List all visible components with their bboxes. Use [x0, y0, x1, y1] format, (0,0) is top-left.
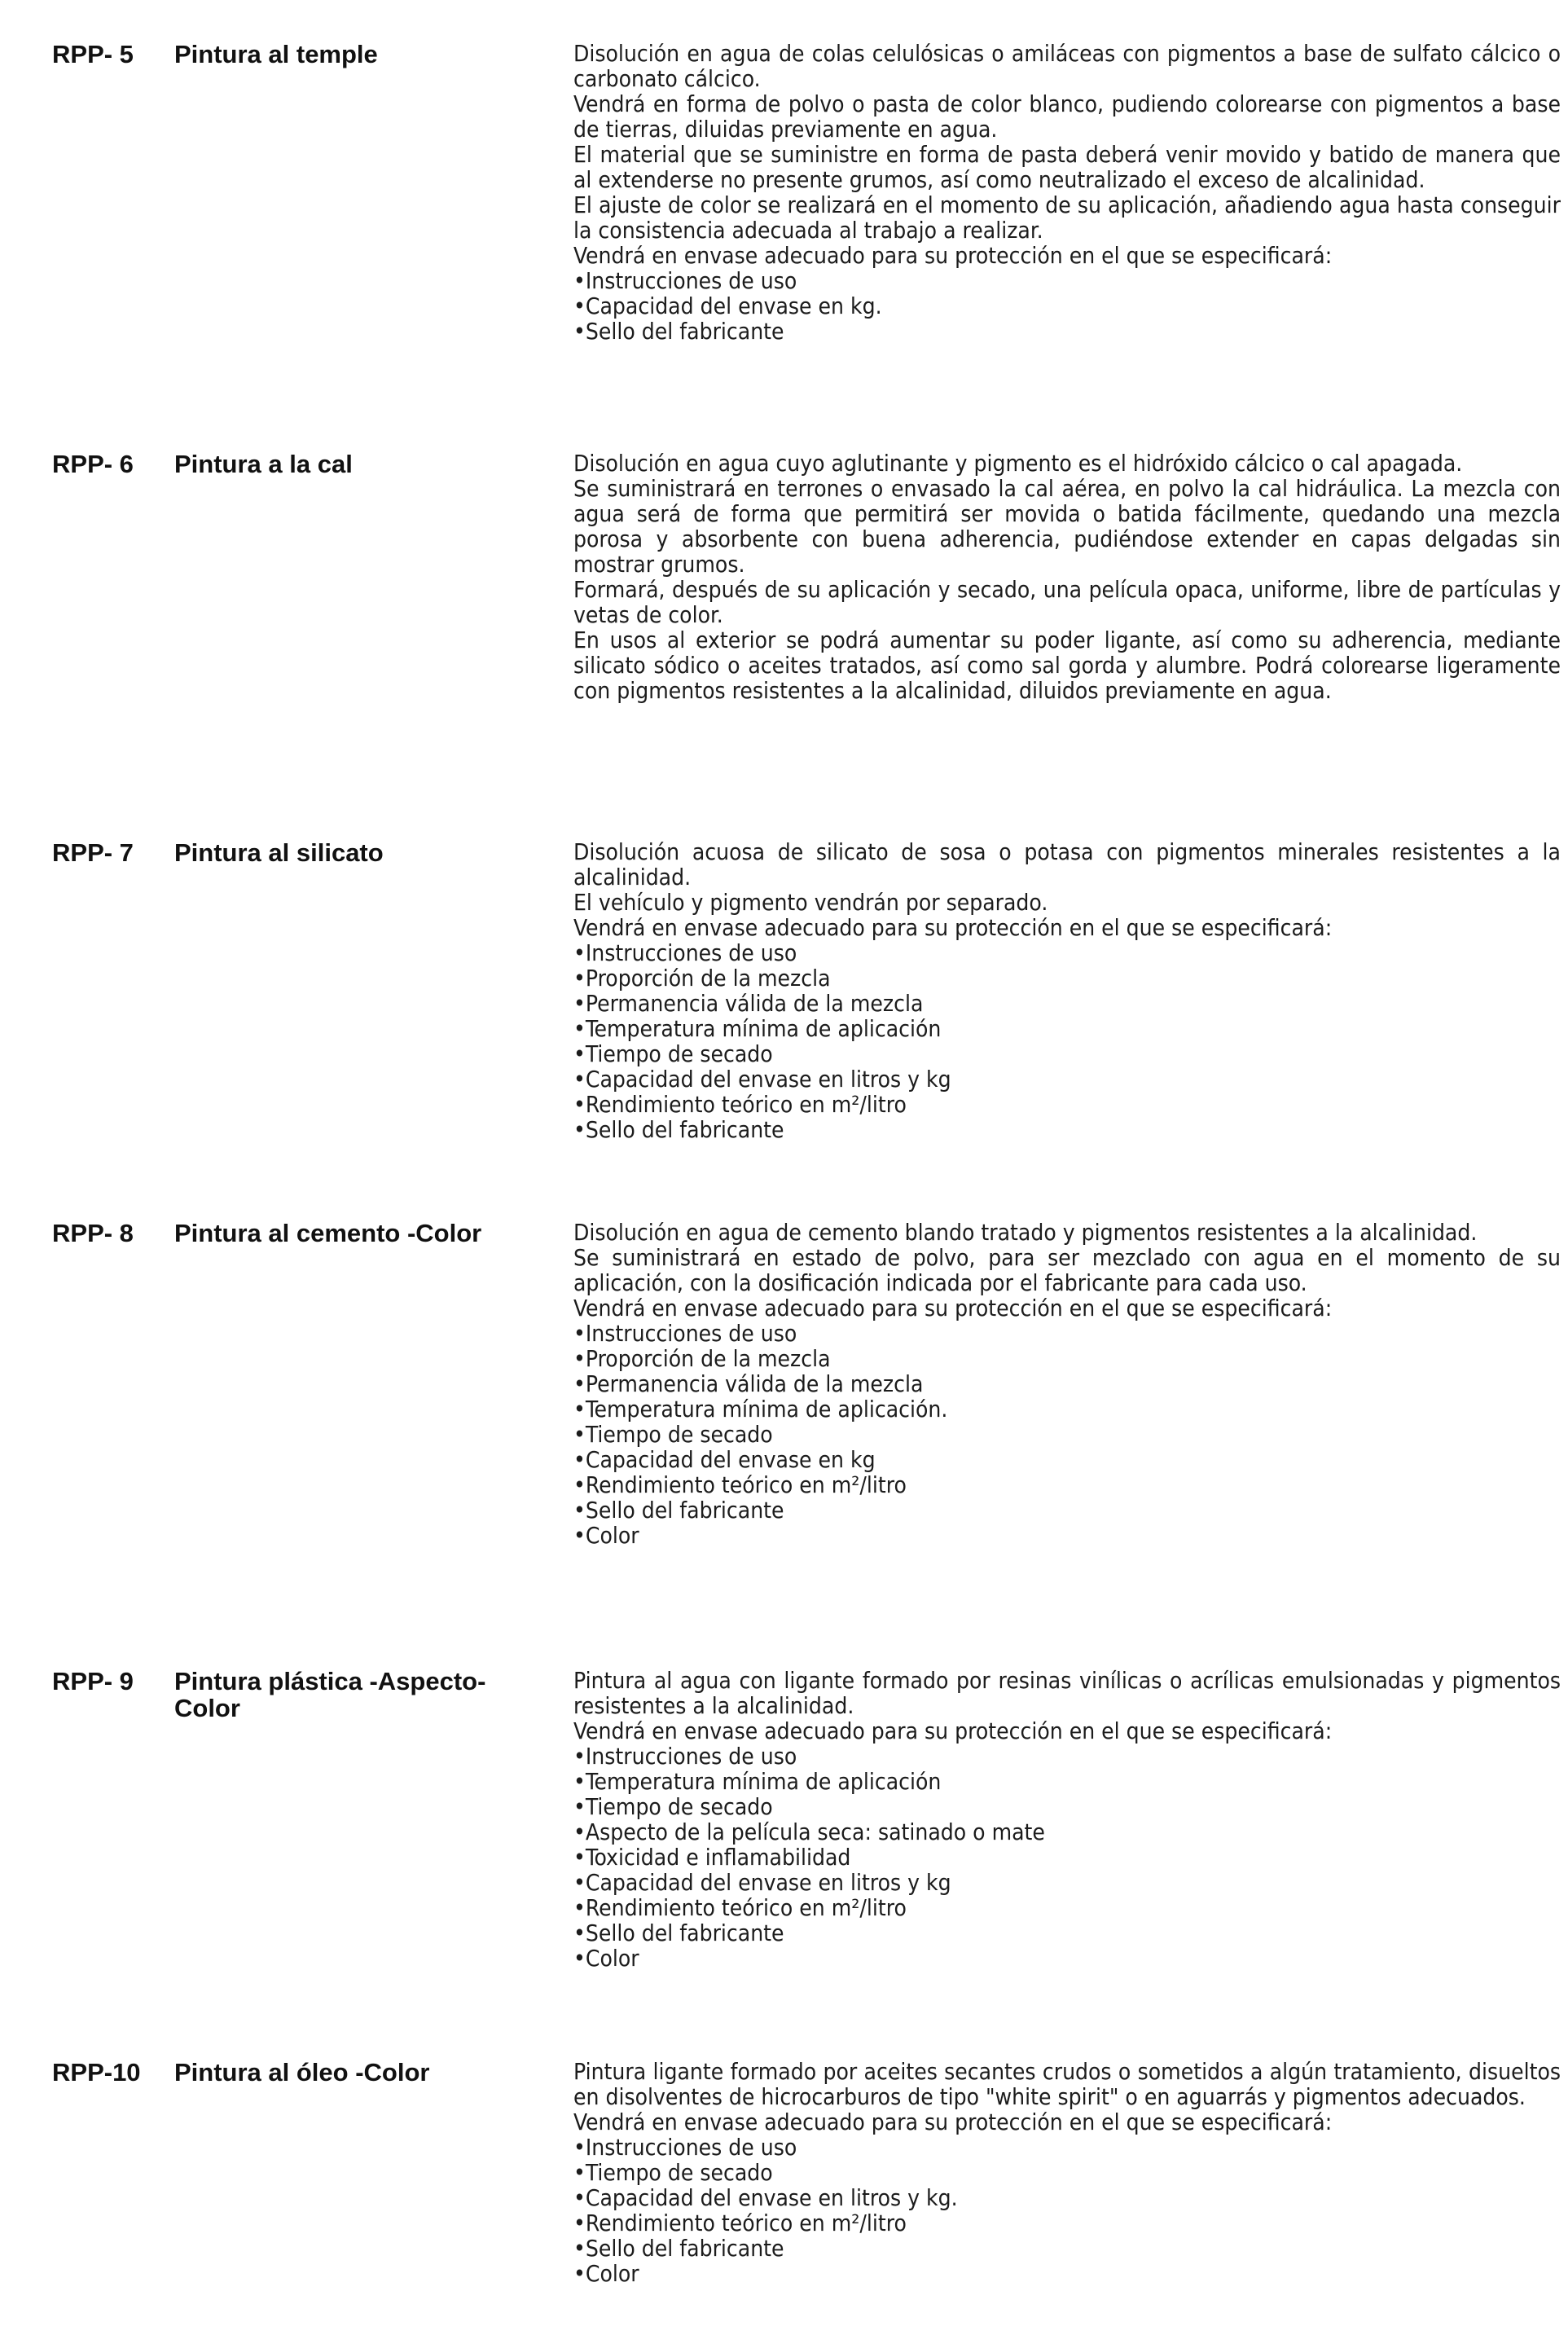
spec-item: • Sello del fabricante	[573, 319, 1561, 344]
spec-item: • Color	[573, 1523, 1561, 1548]
spec-item: • Sello del fabricante	[573, 1497, 1561, 1523]
description-paragraph: Pintura ligante formado por aceites secantes crudos o sometidos a algún tratamiento, disueltos en disolventes de hicrocarburos de tipo "white spirit" o en aguarrás y pigmentos adecuados.	[573, 2058, 1561, 2110]
spec-item: • Capacidad del envase en kg	[573, 1447, 1561, 1472]
spec-list	[573, 940, 1561, 1142]
description-paragraph: Disolución en agua de cemento blando tratado y pigmentos resistentes a la alcalinidad.	[573, 1219, 1478, 1246]
spec-item: • Sello del fabricante	[573, 1920, 1561, 1946]
entry-title: Pintura al cemento -Color	[174, 1219, 482, 1247]
entry-description	[573, 1668, 1561, 1971]
spec-list	[573, 1744, 1561, 1971]
entry-code: RPP- 9	[52, 1667, 134, 1695]
entry-description	[573, 1220, 1561, 1548]
description-paragraph: Pintura al agua con ligante formado por resinas vinílicas o acrílicas emulsionadas y pigmentos resistentes a la alcalinidad.	[573, 1667, 1561, 1719]
spec-item: • Capacidad del envase en litros y kg.	[573, 2185, 1561, 2210]
entry-description	[573, 2059, 1561, 2286]
spec-item: • Capacidad del envase en kg.	[573, 293, 1561, 319]
spec-item: • Proporción de la mezcla	[573, 1346, 1561, 1371]
entry-code: RPP- 7	[52, 838, 134, 867]
description-paragraph: Disolución en agua cuyo aglutinante y pigmento es el hidróxido cálcico o cal apagada.	[573, 450, 1463, 477]
spec-item: • Toxicidad e inflamabilidad	[573, 1845, 1561, 1870]
spec-list	[573, 268, 1561, 344]
description-paragraph: Vendrá en envase adecuado para su protección en el que se especificará:	[573, 1717, 1333, 1744]
description-paragraph: Disolución en agua de colas celulósicas o amiláceas con pigmentos a base de sulfato cálcico o carbonato cálcico.	[573, 40, 1561, 92]
entry-code: RPP- 8	[52, 1219, 134, 1247]
entry-heading	[52, 1220, 557, 1247]
spec-item: • Capacidad del envase en litros y kg	[573, 1870, 1561, 1895]
spec-item: • Tiempo de secado	[573, 2160, 1561, 2185]
entry-title: Pintura a la cal	[174, 450, 353, 478]
description-paragraph: Vendrá en forma de polvo o pasta de color blanco, pudiendo colorearse con pigmentos a base de tierras, diluidas previamente en agua.	[573, 90, 1561, 143]
entry-title: Pintura plástica -Aspecto-Color	[174, 1667, 486, 1722]
description-paragraph: El ajuste de color se realizará en el momento de su aplicación, añadiendo agua hasta conseguir la consistencia adecuada al trabajo a realizar.	[573, 191, 1561, 244]
description-paragraph: Disolución acuosa de silicato de sosa o potasa con pigmentos minerales resistentes a la alcalinidad.	[573, 838, 1561, 890]
spec-item: • Rendimiento teórico en m²/litro	[573, 1895, 1561, 1920]
spec-item: • Instrucciones de uso	[573, 940, 1561, 965]
spec-item: • Instrucciones de uso	[573, 268, 1561, 293]
spec-item: • Instrucciones de uso	[573, 2135, 1561, 2160]
spec-item: • Tiempo de secado	[573, 1041, 1561, 1066]
spec-item: • Temperatura mínima de aplicación	[573, 1769, 1561, 1794]
description-paragraph: Vendrá en envase adecuado para su protección en el que se especificará:	[573, 1295, 1333, 1321]
spec-item: • Rendimiento teórico en m²/litro	[573, 1092, 1561, 1117]
spec-item: • Permanencia válida de la mezcla	[573, 991, 1561, 1016]
description-paragraph: Formará, después de su aplicación y secado, una película opaca, uniforme, libre de partículas y vetas de color.	[573, 576, 1561, 628]
spec-list	[573, 2135, 1561, 2286]
entry-heading	[52, 839, 557, 866]
spec-item: • Rendimiento teórico en m²/litro	[573, 2210, 1561, 2236]
entry-heading	[52, 41, 557, 68]
description-paragraph: Vendrá en envase adecuado para su protección en el que se especificará:	[573, 2109, 1333, 2135]
description-paragraph: En usos al exterior se podrá aumentar su poder ligante, así como su adherencia, mediante silicato sódico o aceites tratados, así como sal gorda y alumbre. Podrá colorearse ligeramente con pigmentos resistentes a la alcalinidad, diluidos previamente en agua.	[573, 627, 1561, 704]
entry-description	[573, 839, 1561, 1142]
spec-item: • Capacidad del envase en litros y kg	[573, 1066, 1561, 1092]
entry-title: Pintura al silicato	[174, 838, 384, 867]
entry-code: RPP- 6	[52, 450, 134, 478]
entry-description	[573, 41, 1561, 344]
entry-title: Pintura al temple	[174, 40, 378, 68]
spec-item: • Temperatura mínima de aplicación.	[573, 1396, 1561, 1422]
spec-item: • Color	[573, 1946, 1561, 1971]
spec-item: • Tiempo de secado	[573, 1422, 1561, 1447]
entry-code: RPP- 5	[52, 40, 134, 68]
spec-item: • Proporción de la mezcla	[573, 965, 1561, 991]
spec-item: • Aspecto de la película seca: satinado o mate	[573, 1819, 1561, 1845]
spec-item: • Permanencia válida de la mezcla	[573, 1371, 1561, 1396]
entry-description	[573, 451, 1561, 703]
entry-heading	[52, 451, 557, 477]
spec-item: • Color	[573, 2261, 1561, 2286]
spec-item: • Tiempo de secado	[573, 1794, 1561, 1819]
spec-item: • Instrucciones de uso	[573, 1321, 1561, 1346]
entry-heading	[52, 1668, 557, 1722]
entry-title: Pintura al óleo -Color	[174, 2058, 430, 2087]
entry-heading	[52, 2059, 557, 2086]
description-paragraph: El material que se suministre en forma de pasta deberá venir movido y batido de manera que al extenderse no presente grumos, así como neutralizado el exceso de alcalinidad.	[573, 141, 1561, 193]
description-paragraph: Se suministrará en terrones o envasado la cal aérea, en polvo la cal hidráulica. La mezcla con agua será de forma que permitirá ser movida o batida fácilmente, quedando una mezcla porosa y absorbente con buena adherencia, pudiéndose extender en capas delgadas sin mostrar grumos.	[573, 475, 1561, 578]
spec-item: • Instrucciones de uso	[573, 1744, 1561, 1769]
description-paragraph: Vendrá en envase adecuado para su protección en el que se especificará:	[573, 914, 1333, 941]
description-paragraph: Vendrá en envase adecuado para su protección en el que se especificará:	[573, 242, 1333, 269]
spec-list	[573, 1321, 1561, 1548]
entry-code: RPP-10	[52, 2058, 141, 2087]
spec-item: • Temperatura mínima de aplicación	[573, 1016, 1561, 1041]
spec-item: • Sello del fabricante	[573, 1117, 1561, 1142]
spec-item: • Rendimiento teórico en m²/litro	[573, 1472, 1561, 1497]
spec-item: • Sello del fabricante	[573, 2236, 1561, 2261]
description-paragraph: Se suministrará en estado de polvo, para ser mezclado con agua en el momento de su aplicación, con la dosificación indicada por el fabricante para cada uso.	[573, 1244, 1561, 1296]
description-paragraph: El vehículo y pigmento vendrán por separado.	[573, 889, 1048, 916]
